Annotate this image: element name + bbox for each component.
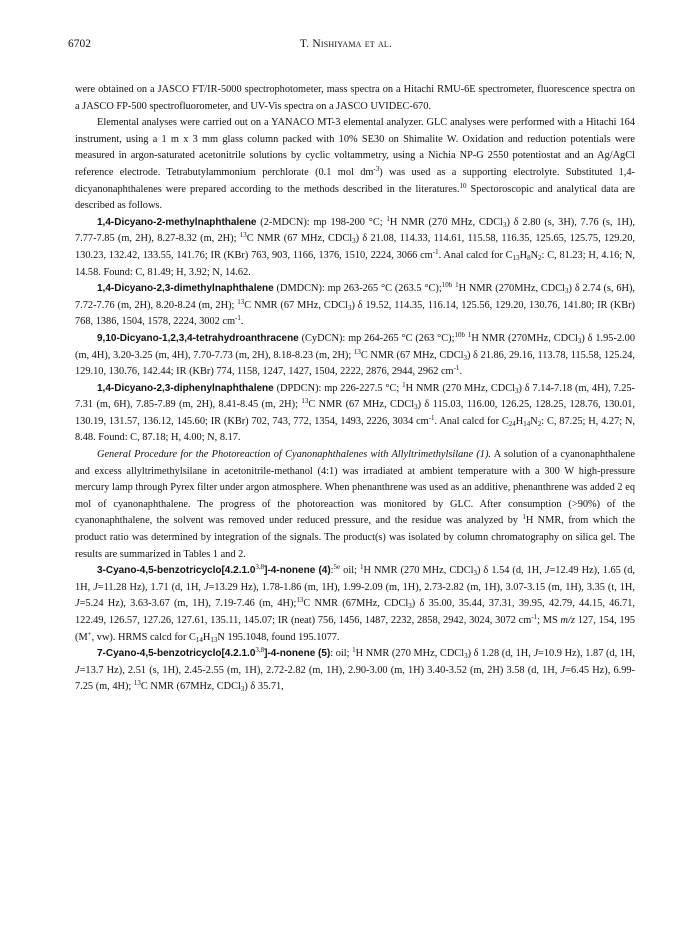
- text-run: were obtained on a JASCO FT/IR-5000 spectrophotometer, mass spectra on a Hitachi RMU-6E spectrometer, fluorescence spectra on a JASCO FP-500 spectrofluorometer, and UV-Vis spectra on a JASCO UVIDEC-670.: [75, 84, 635, 112]
- subscript-text: 24: [508, 419, 516, 428]
- text-run: N: [530, 415, 538, 427]
- subscript-text: 3: [464, 652, 468, 661]
- text-run: Spectoroscopic and analytical data are described as follows.: [75, 183, 635, 212]
- text-run: Elemental analyses were carried out on a YANACO MT-3 elemental analyzer. GLC analyses were performed with a Hitachi 164 instrument, using a 1 m x 3 mm glass column packed with 10% SE30 on Shimalite W. Oxidation and reduction potentials were measured in argon-saturated acetonitrile solutions by cyclic voltammetry, using a Nichia NP-G 2550 potentiostat and an Ag/AgCl reference electrode. Tetrabutylammonium perchlorate (0.1 mol dm: [75, 117, 635, 178]
- text-run: C NMR (67 MHz, CDCl: [308, 399, 415, 411]
- italic-text: J: [75, 664, 80, 676]
- text-run: C NMR (67 MHz, CDCl: [244, 299, 348, 311]
- subscript-text: 3: [352, 237, 356, 246]
- supscript-text: 10b: [441, 281, 453, 290]
- text-run: oil;: [340, 565, 360, 577]
- subscript-text: 13: [210, 635, 218, 644]
- supscript-text: 1: [522, 513, 526, 522]
- supscript-text: 13: [296, 596, 304, 605]
- subscript-text: 8: [527, 253, 531, 262]
- text-run: =12.49 Hz), 1.65 (d, 1H,: [75, 565, 635, 593]
- supscript-text: 10: [459, 181, 467, 190]
- subscript-text: 3: [515, 386, 519, 395]
- text-run: ) δ 1.54 (d, 1H,: [476, 565, 545, 577]
- text-run: C NMR (67 MHz, CDCl: [246, 233, 353, 245]
- supscript-text: 1: [352, 646, 356, 655]
- text-run: H NMR (270MHz, CDCl: [458, 283, 566, 295]
- paragraph-p1: [75, 82, 635, 115]
- subscript-text: 3: [503, 220, 507, 229]
- paragraph-p4: [75, 281, 635, 331]
- text-run: =13.29 Hz), 1.78-1.86 (m, 1H), 1.99-2.09 (m, 1H), 2.73-2.82 (m, 1H), 3.07-3.15 (m, 1H), 3.35 (t, 1H,: [208, 581, 635, 593]
- supscript-text: 5e: [333, 563, 341, 572]
- text-run: .: [240, 316, 244, 328]
- supscript-text: 13: [239, 231, 247, 240]
- supscript-text: 1: [402, 380, 406, 389]
- supscript-text: -1: [428, 413, 435, 422]
- compound-name: 1,4-Dicyano-2-methylnaphthalene: [97, 216, 257, 228]
- italic-text: J: [75, 598, 80, 610]
- italic-text: General Procedure for the Photoreaction of Cyanonaphthalenes with Allyltrimethylsilane (1).: [97, 449, 491, 461]
- italic-text: J: [203, 581, 209, 593]
- italic-text: J: [533, 648, 539, 660]
- text-run: =6.45 Hz), 6.99-7.25 (m, 4H);: [75, 664, 635, 693]
- text-run: ) was used as a supporting electrolyte. Substituted 1,4-dicyanonaphthalenes were prepared according to the methods described in the literatures.: [75, 166, 636, 195]
- text-run: ) δ 115.03, 116.00, 126.25, 128.25, 128.76, 130.01, 130.19, 131.57, 136.12, 145.60; IR (KBr) 702, 743, 772, 1354, 1493, 2226, 3034 cm: [75, 399, 635, 427]
- paragraph-p3: [75, 215, 635, 281]
- text-run: ) δ 21.86, 29.16, 113.78, 115.58, 125.24, 129.10, 130.76, 142.44; IR (KBr) 774, 1158, 1247, 1427, 1504, 2222, 2876, 2944, 2962 cm: [75, 349, 635, 378]
- text-run: ) δ 21.08, 114.33, 114.61, 115.58, 116.35, 125.65, 125.75, 129.20, 130.23, 132.42, 133.55, 141.76; IR (KBr) 763, 903, 1166, 1376, 1510, 2224, 3066 cm: [75, 233, 635, 261]
- text-run: H NMR (270MHz, CDCl: [471, 332, 578, 344]
- paragraph-p2: [75, 115, 635, 215]
- text-run: N: [530, 249, 539, 261]
- italic-text: m/z: [560, 615, 575, 626]
- text-run: =10.9 Hz), 1.87 (d, 1H,: [538, 648, 636, 660]
- text-run: H NMR (270 MHz, CDCl: [355, 648, 465, 660]
- text-run: N 195.1048, found 195.1077.: [217, 631, 340, 643]
- text-run: .: [459, 366, 463, 378]
- text-run: ) δ 1.28 (d, 1H,: [467, 648, 534, 660]
- supscript-text: +: [87, 629, 92, 638]
- compound-name: ]-4-nonene (5): [264, 648, 331, 660]
- text-run: . Anal calcd for C: [434, 415, 509, 427]
- text-run: : C, 81.23; H, 4.16; N, 14.58. Found: C, 81.49; H, 3.92; N, 14.62.: [75, 249, 635, 278]
- supscript-text: 13: [301, 397, 309, 406]
- text-run: H NMR (270 MHz, CDCl: [363, 565, 474, 577]
- italic-text: J: [93, 581, 98, 593]
- supscript-text: -1: [235, 314, 241, 323]
- supscript-text: 3,8: [255, 563, 265, 572]
- page-header: [0, 38, 692, 54]
- text-run: :: [330, 565, 334, 577]
- text-run: H NMR, from which the product ratio was determined by integration of the signals. The product(s) was isolated by column chromatography on silica gel. The results are summarized in Tables 1 and 2.: [75, 515, 635, 560]
- supscript-text: 1: [386, 214, 390, 223]
- paragraph-p5: [75, 331, 635, 381]
- subscript-text: 2: [538, 253, 542, 262]
- subscript-text: 3: [414, 403, 418, 412]
- text-run: A solution of a cyanonaphthalene and excess allyltrimethylsilane in acetonitrile-methanol (4:1) was irradiated at ambient temperature with a 300 W high-pressure mercury lamp through Pyrex filter under argon atmosphere. When phenanthrene was used as an additive, phenanthrene was added 2 eq mol of cyanonaphthalene. The progress of the photoreaction was monitored by GLC. After consumption (>90%) of the cyanonaphthalene, the solvent was removed under reduced pressure, and the residue was analyzed by: [75, 449, 636, 527]
- text-run: ) δ 19.52, 114.35, 116.14, 125.56, 129.20, 130.76, 141.80; IR (KBr) 768, 1386, 1504, 1578, 2224, 3002 cm: [75, 299, 635, 328]
- paragraph-p8: [75, 563, 635, 646]
- compound-name: 1,4-Dicyano-2,3-dimethylnaphthalene: [97, 283, 274, 295]
- text-run: H NMR (270 MHz, CDCl: [389, 216, 504, 228]
- compound-name: 9,10-Dicyano-1,2,3,4-tetrahydroanthracene: [97, 332, 299, 344]
- text-run: C NMR (67MHz, CDCl: [140, 681, 241, 693]
- text-run: H NMR (270 MHz, CDCl: [405, 382, 516, 394]
- text-run: (DMDCN): mp 263-265 °C (263.5 °C);: [273, 283, 442, 295]
- page-number: 6702: [68, 38, 91, 50]
- subscript-text: 3: [565, 287, 569, 296]
- paragraph-p9: [75, 646, 635, 696]
- text-run: =5.24 Hz), 3.63-3.67 (m, 1H), 7.19-7.46 (m, 4H);: [79, 598, 297, 610]
- text-run: (2-MDCN): mp 198-200 °C;: [256, 216, 387, 228]
- subscript-text: 14: [195, 635, 203, 644]
- text-run: H: [519, 249, 528, 261]
- paragraph-p6: [75, 381, 635, 447]
- supscript-text: 10b: [454, 330, 465, 339]
- supscript-text: 13: [353, 347, 361, 356]
- compound-name: 1,4-Dicyano-2,3-diphenylnaphthalene: [97, 382, 274, 394]
- compound-name: ]-4-nonene (4): [264, 565, 331, 577]
- text-run: H: [515, 415, 524, 427]
- compound-name: 3-Cyano-4,5-benzotricyclo[4.2.1.0: [97, 565, 256, 577]
- text-run: (DPDCN): mp 226-227.5 °C;: [273, 382, 403, 394]
- text-run: =11.28 Hz), 1.71 (d, 1H,: [97, 581, 204, 593]
- text-run: ) δ 1.95-2.00 (m, 4H), 3.20-3.25 (m, 4H), 7.70-7.73 (m, 2H), 8.18-8.23 (m, 2H);: [75, 332, 635, 361]
- article-body: [75, 82, 635, 696]
- subscript-text: 3: [577, 336, 582, 345]
- text-run: ) δ 7.14-7.18 (m, 4H), 7.25-7.31 (m, 6H), 7.85-7.89 (m, 2H), 8.41-8.45 (m, 2H);: [75, 382, 636, 411]
- italic-text: J: [544, 565, 550, 577]
- subscript-text: 14: [523, 419, 531, 428]
- subscript-text: 13: [512, 253, 520, 262]
- supscript-text: 1: [455, 281, 459, 290]
- text-run: =13.7 Hz), 2.51 (s, 1H), 2.45-2.55 (m, 1H), 2.72-2.82 (m, 1H), 2.90-3.00 (m, 1H) 3.40-3.52 (m, 2H) 3.58 (d, 1H,: [79, 664, 561, 676]
- text-run: : oil;: [330, 648, 353, 660]
- text-run: C NMR (67 MHz, CDCl: [360, 349, 464, 361]
- supscript-text: 1: [359, 563, 364, 572]
- supscript-text: -1: [453, 364, 460, 373]
- text-run: : C, 87.25; H, 4.27; N, 8.48. Found: C, 87.18; H, 4.00; N, 8.17.: [75, 415, 635, 444]
- text-run: , vw). HRMS calcd for C: [91, 631, 196, 643]
- italic-text: J: [560, 664, 566, 676]
- paragraph-p7: [75, 447, 635, 563]
- supscript-text: 13: [237, 297, 245, 306]
- supscript-text: 1: [467, 330, 472, 339]
- text-run: ) δ 2.74 (s, 6H), 7.72-7.76 (m, 2H), 8.20-8.24 (m, 2H);: [75, 283, 635, 311]
- text-run: . Anal calcd for C: [438, 249, 513, 261]
- text-run: (CyDCN): mp 264-265 °C (263 °C);: [298, 332, 455, 344]
- text-run: ) δ 35.00, 35.44, 37.31, 39.95, 42.79, 44.15, 46.71, 122.49, 126.57, 127.26, 127.61, 135.11, 145.07; IR (neat) 756, 1456, 1487, 2232, 2858, 2942, 3024, 3072 cm: [75, 598, 635, 626]
- subscript-text: 3: [347, 303, 352, 312]
- subscript-text: 2: [537, 419, 542, 428]
- text-run: C NMR (67MHz, CDCl: [303, 598, 409, 610]
- compound-name: 7-Cyano-4,5-benzotricyclo[4.2.1.0: [97, 648, 256, 660]
- subscript-text: 3: [408, 602, 412, 611]
- running-head: T. Nishiyama et al.: [299, 38, 393, 50]
- text-run: ) δ 2.80 (s, 3H), 7.76 (s, 1H), 7.77-7.85 (m, 2H), 8.27-8.32 (m, 2H);: [75, 216, 636, 245]
- subscript-text: 3: [463, 353, 468, 362]
- subscript-text: 3: [240, 685, 245, 694]
- subscript-text: 3: [473, 569, 477, 578]
- text-run: ; MS: [537, 615, 561, 626]
- text-run: 127, 154, 195 (M: [75, 615, 635, 643]
- supscript-text: -1: [531, 613, 538, 621]
- supscript-text: 3,8: [255, 646, 265, 655]
- supscript-text: 13: [133, 679, 141, 688]
- supscript-text: -3: [373, 164, 380, 173]
- text-run: ) δ 35.71,: [244, 681, 284, 693]
- supscript-text: -1: [432, 247, 439, 256]
- text-run: H: [202, 631, 211, 643]
